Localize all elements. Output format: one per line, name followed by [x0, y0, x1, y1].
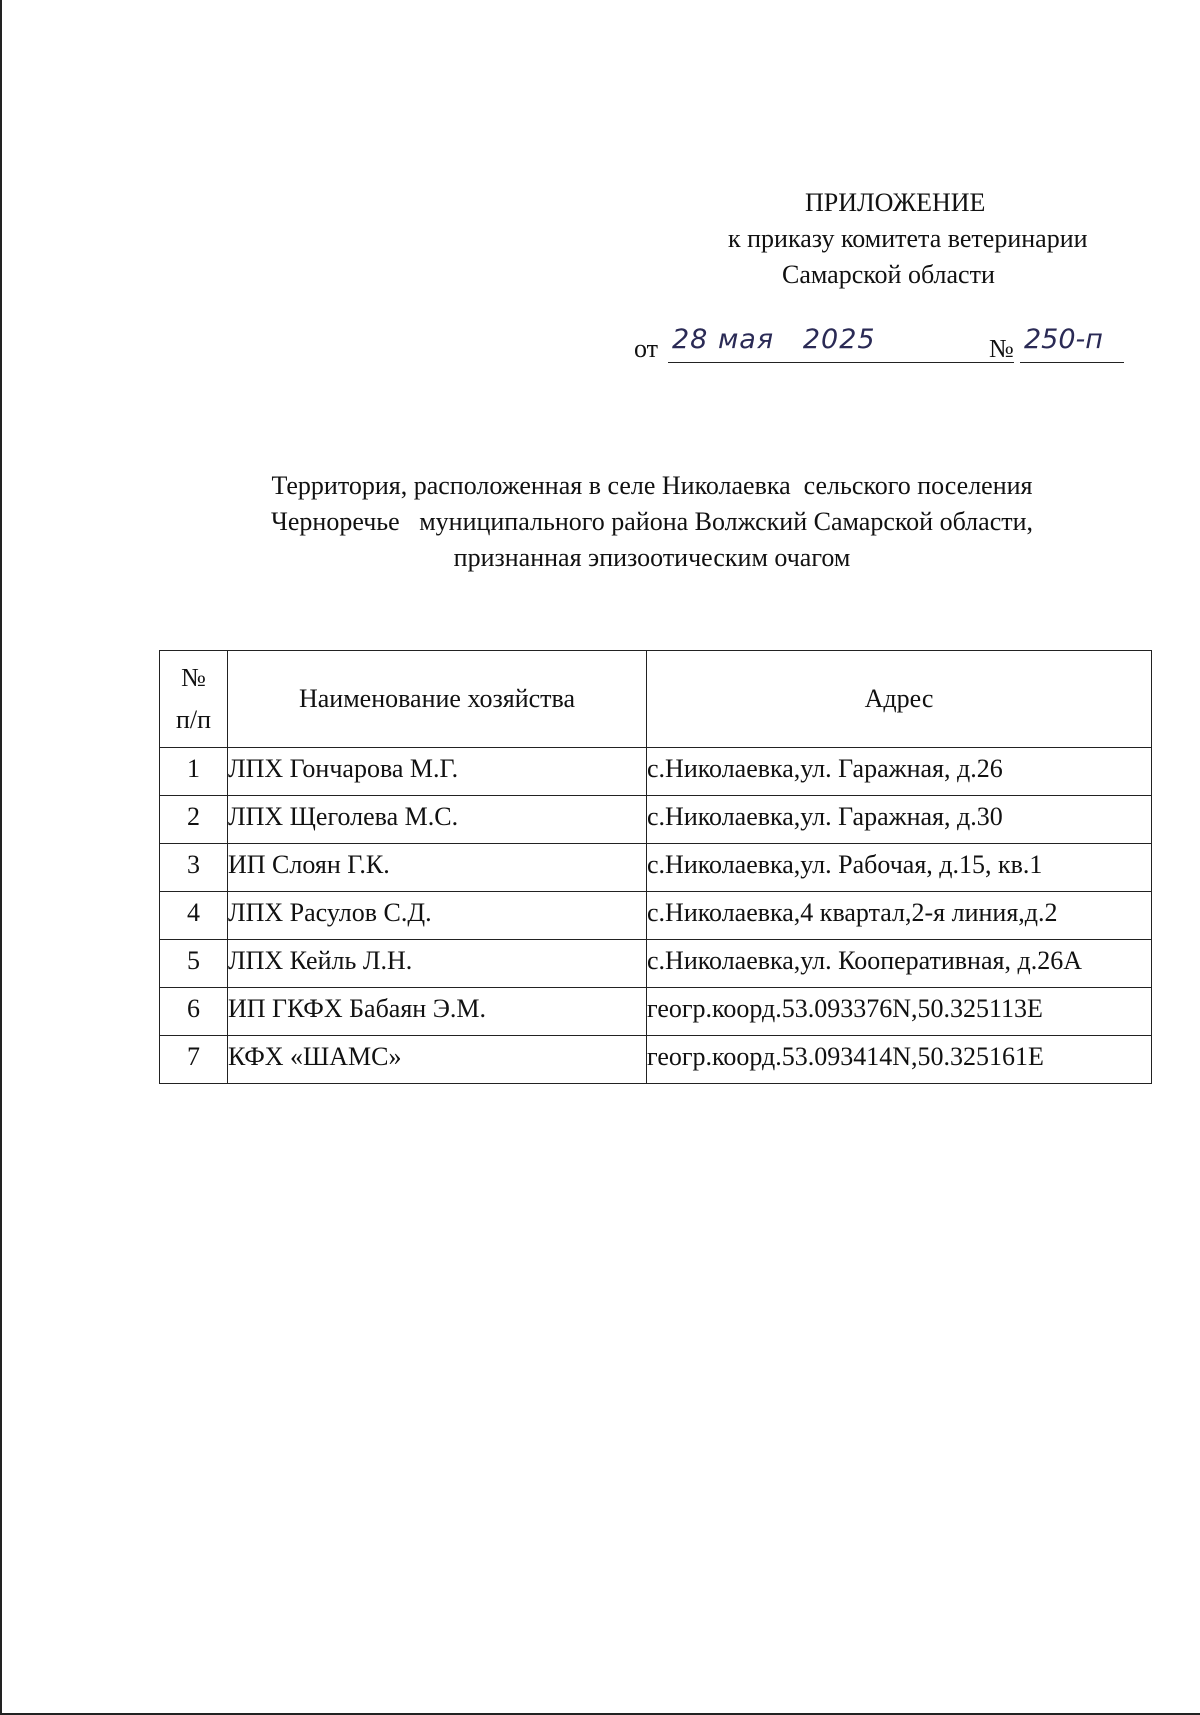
order-number-label: № [989, 334, 1014, 363]
row-address: геогр.коорд.53.093376N,50.325113E [647, 988, 1152, 1036]
row-address: с.Николаевка,ул. Кооперативная, д.26А [647, 940, 1152, 988]
table-row [160, 892, 1152, 940]
heading-line-3: признанная эпизоотическим очагом [453, 543, 851, 572]
document-heading [152, 468, 1152, 576]
row-farm-name: КФХ «ШАМС» [228, 1036, 647, 1084]
table-row [160, 844, 1152, 892]
order-date-handwritten: 28 мая 2025 [672, 324, 876, 355]
header-number-abbrev: п/п [175, 705, 212, 734]
row-farm-name: ИП ГКФХ Бабаян Э.М. [228, 988, 647, 1036]
table-row [160, 748, 1152, 796]
heading-line-2: Черноречье муниципального района Волжский Самарской области, [270, 507, 1034, 536]
row-number: 6 [160, 988, 228, 1036]
table-row [160, 1036, 1152, 1084]
header-farm-name: Наименование хозяйства [228, 651, 647, 748]
order-date-field [668, 324, 1014, 363]
row-farm-name: ЛПХ Кейль Л.Н. [228, 940, 647, 988]
order-number-handwritten: 250-п [1024, 324, 1103, 355]
row-number: 7 [160, 1036, 228, 1084]
row-farm-name: ИП Слоян Г.К. [228, 844, 647, 892]
farms-table [159, 650, 1152, 1084]
row-number: 1 [160, 748, 228, 796]
header-number-symbol: № [181, 663, 206, 692]
appendix-title: ПРИЛОЖЕНИЕ [805, 188, 986, 217]
row-farm-name: ЛПХ Расулов С.Д. [228, 892, 647, 940]
appendix-block [702, 185, 1142, 293]
row-address: с.Николаевка,4 квартал,2-я линия,д.2 [647, 892, 1152, 940]
order-date-number-line [634, 324, 1134, 368]
table-header-row [160, 651, 1152, 748]
table-row [160, 796, 1152, 844]
header-number [160, 651, 228, 748]
row-address: с.Николаевка,ул. Рабочая, д.15, кв.1 [647, 844, 1152, 892]
header-address: Адрес [647, 651, 1152, 748]
row-address: с.Николаевка,ул. Гаражная, д.26 [647, 748, 1152, 796]
table-row [160, 988, 1152, 1036]
row-number: 4 [160, 892, 228, 940]
appendix-region: Самарской области [782, 260, 995, 289]
heading-line-1: Территория, расположенная в селе Николаевка сельского поселения [271, 471, 1033, 500]
order-number-field [1020, 324, 1124, 363]
row-address: геогр.коорд.53.093414N,50.325161E [647, 1036, 1152, 1084]
table-row [160, 940, 1152, 988]
row-number: 2 [160, 796, 228, 844]
row-number: 5 [160, 940, 228, 988]
row-number: 3 [160, 844, 228, 892]
row-farm-name: ЛПХ Гончарова М.Г. [228, 748, 647, 796]
appendix-order-reference: к приказу комитета ветеринарии [728, 224, 1088, 253]
order-from-label: от [634, 334, 659, 363]
row-address: с.Николаевка,ул. Гаражная, д.30 [647, 796, 1152, 844]
row-farm-name: ЛПХ Щеголева М.С. [228, 796, 647, 844]
